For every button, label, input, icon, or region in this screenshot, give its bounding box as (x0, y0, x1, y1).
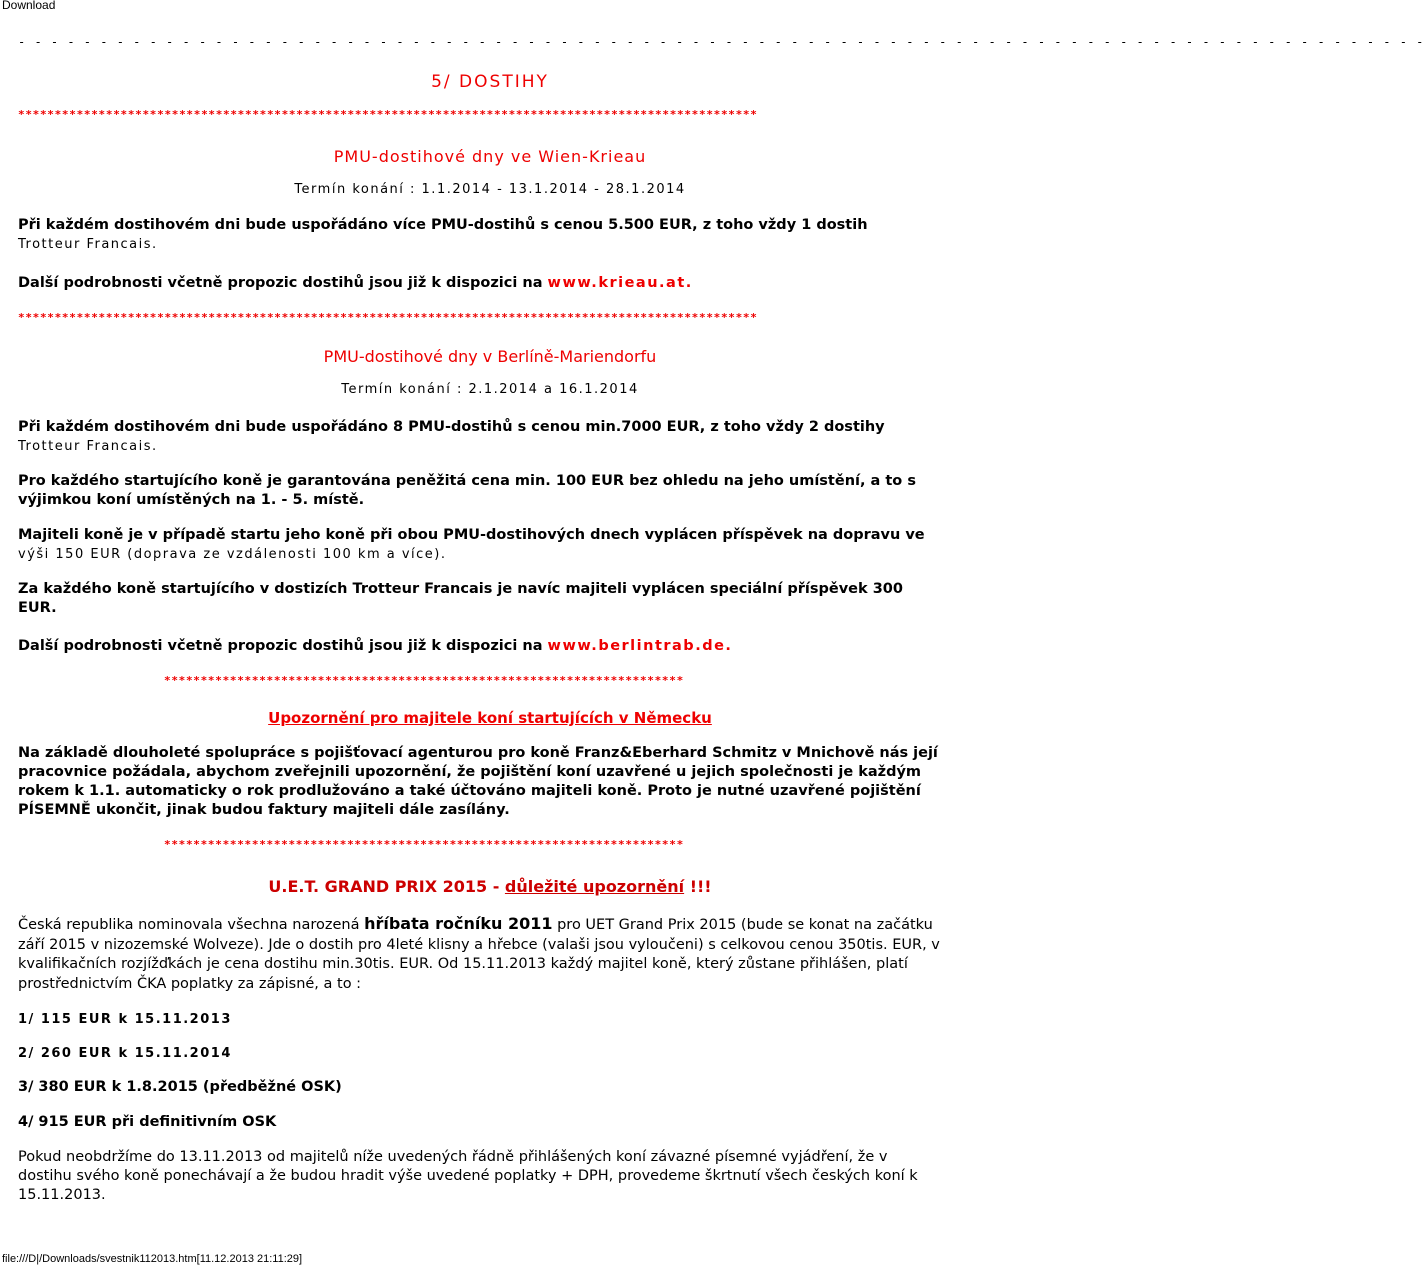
uet-p1-a: Česká republika nominovala všechna narozená (18, 917, 365, 933)
dashed-divider: - - - - - - - - - - - - - - - - - - - - - - - - - - - - - - - - - - - - - - - - - - - - - - - - - - - - - - - - - - - - - - - - - - - - - - - - - - - - - - - - - - - - - - (18, 35, 1424, 49)
berlintrab-link[interactable]: www.berlintrab.de. (547, 638, 733, 654)
uet-fee-1 (18, 1010, 943, 1029)
wien-p1-text: Při každém dostihovém dni bude uspořádáno více PMU-dostihů s cenou 5.500 EUR, z toho vždy 1 dostih (18, 217, 868, 233)
uet-p1-c: pro UET Grand Prix 2015 (bude se konat na začátku září 2015 v nizozemské Wolveze). Jde o dostih pro 4leté klisny a hřebce (valaši jsou vyloučeni) s celkovou cenou 350tis. EUR, v kvalifikačních rozjížďkách je cena dostihu min.30tis. EUR. Od 15.11.2013 každý majitel koně, který zůstane přihlášen, platí prostřednictvím ČKA poplatky za zápisné, a to : (18, 917, 940, 992)
star-divider-short: *********************************************************************** (164, 838, 684, 851)
wien-term: Termín konání : 1.1.2014 - 13.1.2014 - 28.1.2014 (294, 182, 686, 197)
uet-paragraph-1 (18, 914, 943, 994)
berlin-paragraph-1 (18, 418, 943, 456)
star-divider: ***************************************************************************************************** (18, 311, 758, 324)
berlin-paragraph-5 (18, 637, 943, 656)
wien-paragraph-1 (18, 216, 943, 254)
uet-fee-2 (18, 1044, 943, 1063)
berlin-p3-spaced: výši 150 EUR (doprava ze vzdálenosti 100 km a více). (18, 547, 447, 562)
berlin-paragraph-4: Za každého koně startujícího v dostizích Trotteur Francais je navíc majiteli vyplácen speciální příspěvek 300 EUR. (18, 581, 903, 616)
notice-body: Na základě dlouholeté spolupráce s pojišťovací agenturou pro koně Franz&Eberhard Schmitz v Mnichově nás její pracovnice požádala, abychom zveřejnili upozornění, že pojištění koní uzavřené u jejich společnosti je každým rokem k 1.1. automaticky o rok prodlužováno a také účtováno majiteli koně. Proto je nutné uzavřené pojištění PÍSEMNĚ ukončit, jinak budou faktury majiteli dále zasílány. (18, 745, 938, 818)
berlin-p1-spaced: Trotteur Francais. (18, 439, 158, 454)
uet-p1-b: hříbata ročníku 2011 (364, 914, 553, 933)
berlin-term: Termín konání : 2.1.2014 a 16.1.2014 (341, 382, 639, 397)
wien-p2-text: Další podrobnosti včetně propozic dostihů jsou již k dispozici na (18, 275, 548, 291)
notice-title: Upozornění pro majitele koní startujících v Německu (268, 709, 712, 727)
section-title: 5/ DOSTIHY (431, 72, 549, 92)
berlin-paragraph-2: Pro každého startujícího koně je garantována peněžitá cena min. 100 EUR bez ohledu na jeho umístění, a to s výjimkou koní umístěných na 1. - 5. místě. (18, 473, 916, 508)
uet-fee-3: 3/ 380 EUR k 1.8.2015 (předběžné OSK) (18, 1079, 342, 1095)
berlin-p3-text: Majiteli koně je v případě startu jeho koně při obou PMU-dostihových dnech vyplácen příspěvek na dopravu ve (18, 527, 925, 543)
file-path-footer: file:///D|/Downloads/svestnik112013.htm[11.12.2013 21:11:29] (2, 1253, 303, 1265)
uet-title-part2: důležité upozornění (504, 877, 685, 896)
uet-fee-4: 4/ 915 EUR při definitivním OSK (18, 1114, 277, 1130)
uet-title-part3: !!! (684, 877, 712, 896)
uet-title-part1: U.E.T. GRAND PRIX 2015 - (268, 877, 505, 896)
wien-p1-spaced: Trotteur Francais. (18, 237, 158, 252)
krieau-link[interactable]: www.krieau.at. (547, 275, 693, 291)
uet-fee-2-text: 2/ 260 EUR k 15.11.2014 (18, 1046, 232, 1061)
berlin-p5-text: Další podrobnosti včetně propozic dostihů jsou již k dispozici na (18, 638, 548, 654)
uet-title (0, 877, 980, 896)
wien-title: PMU-dostihové dny ve Wien-Krieau (333, 147, 647, 166)
berlin-paragraph-3 (18, 526, 943, 564)
uet-paragraph-2: Pokud neobdržíme do 13.11.2013 od majitelů níže uvedených řádně přihlášených koní závazné písemné vyjádření, že v dostihu svého koně ponechávají a že budou hradit výše uvedené poplatky + DPH, provedeme škrtnutí všech českých koní k 15.11.2013. (18, 1149, 918, 1203)
star-divider: ***************************************************************************************************** (18, 108, 758, 121)
berlin-p1-text: Při každém dostihovém dni bude uspořádáno 8 PMU-dostihů s cenou min.7000 EUR, z toho vždy 2 dostihy (18, 419, 885, 435)
star-divider-short: *********************************************************************** (164, 674, 684, 687)
uet-fee-1-text: 1/ 115 EUR k 15.11.2013 (18, 1012, 232, 1027)
berlin-title: PMU-dostihové dny v Berlíně-Mariendorfu (323, 347, 657, 366)
wien-paragraph-2 (18, 274, 943, 293)
download-label[interactable]: Download (2, 0, 56, 12)
